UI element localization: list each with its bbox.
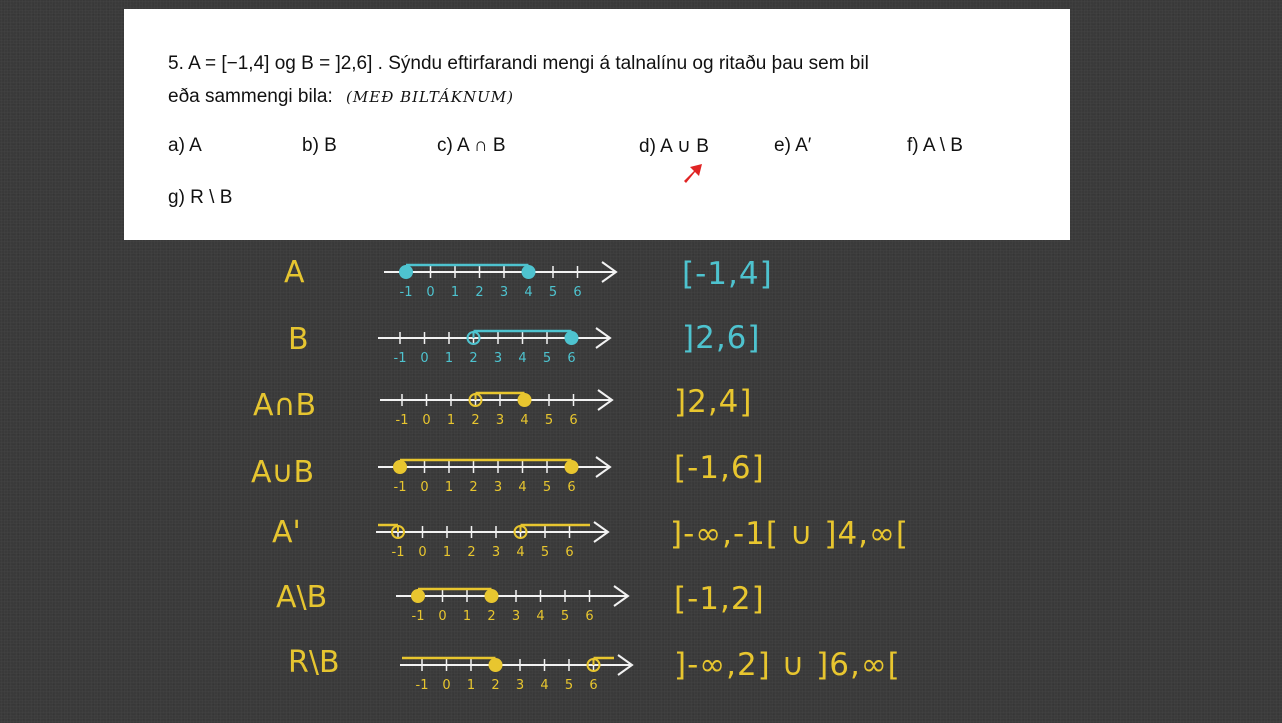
part-g: g) R \ B xyxy=(168,187,233,208)
part-c: c) A ∩ B xyxy=(437,135,506,156)
tick-label: 0 xyxy=(442,678,451,693)
row-label-a: A xyxy=(284,255,305,290)
tick-label: 1 xyxy=(462,609,472,624)
tick-label: 5 xyxy=(542,351,552,366)
tick-label: 0 xyxy=(420,351,429,366)
tick-label: 4 xyxy=(518,480,527,495)
tick-label: -1 xyxy=(399,285,413,300)
row-label-complement: A' xyxy=(272,515,301,550)
interval-a: [-1,4] xyxy=(682,256,773,292)
interval-difference: [-1,2] xyxy=(674,581,765,617)
number-line-intersection xyxy=(380,380,640,430)
number-line-difference xyxy=(396,576,656,626)
row-label-intersection: A∩B xyxy=(253,388,317,423)
red-arrow-icon xyxy=(680,161,704,185)
tick-label: 2 xyxy=(469,351,478,366)
tick-label: 2 xyxy=(491,678,500,693)
tick-label: 2 xyxy=(467,545,476,560)
tick-label: 5 xyxy=(564,678,574,693)
part-f: f) A \ B xyxy=(907,135,963,156)
part-a: a) A xyxy=(168,135,202,156)
tick-label: 6 xyxy=(589,678,598,693)
tick-label: 0 xyxy=(422,413,431,428)
tick-label: 6 xyxy=(565,545,574,560)
tick-label: -1 xyxy=(415,678,429,693)
tick-label: 5 xyxy=(560,609,570,624)
tick-label: 6 xyxy=(569,413,578,428)
tick-label: 0 xyxy=(418,545,427,560)
closed-endpoint xyxy=(566,461,578,473)
tick-label: 2 xyxy=(469,480,478,495)
handwritten-note: (MEÐ BILTÁKNUM) xyxy=(346,88,514,106)
tick-label: 2 xyxy=(487,609,496,624)
tick-label: -1 xyxy=(393,480,407,495)
number-line-a xyxy=(384,252,644,302)
tick-label: 1 xyxy=(446,413,456,428)
row-label-union: A∪B xyxy=(251,455,315,490)
tick-label: -1 xyxy=(393,351,407,366)
tick-label: 4 xyxy=(520,413,529,428)
tick-label: 3 xyxy=(495,413,505,428)
tick-label: 3 xyxy=(493,480,503,495)
tick-label: 6 xyxy=(585,609,594,624)
closed-endpoint xyxy=(412,590,424,602)
interval-complement: ]-∞,-1[ ∪ ]4,∞[ xyxy=(670,516,909,552)
tick-label: 4 xyxy=(536,609,545,624)
number-line-r-minus-b xyxy=(400,645,660,695)
number-line-union xyxy=(378,447,638,497)
tick-label: 0 xyxy=(420,480,429,495)
problem-line-2-text: eða sammengi bila: xyxy=(168,86,333,107)
problem-line-2 xyxy=(168,86,514,108)
tick-label: -1 xyxy=(395,413,409,428)
row-label-b: B xyxy=(288,322,309,357)
tick-label: 5 xyxy=(540,545,550,560)
tick-label: 4 xyxy=(540,678,549,693)
tick-label: 2 xyxy=(471,413,480,428)
tick-label: 4 xyxy=(516,545,525,560)
closed-endpoint xyxy=(566,332,578,344)
closed-endpoint xyxy=(486,590,498,602)
problem-sheet xyxy=(124,9,1070,240)
closed-endpoint xyxy=(394,461,406,473)
tick-label: 1 xyxy=(466,678,476,693)
closed-endpoint xyxy=(400,266,412,278)
row-label-difference: A\B xyxy=(276,580,328,615)
tick-label: 1 xyxy=(444,480,454,495)
tick-label: 0 xyxy=(438,609,447,624)
part-b: b) B xyxy=(302,135,337,156)
tick-label: 4 xyxy=(524,285,533,300)
tick-label: 3 xyxy=(515,678,525,693)
tick-label: 0 xyxy=(426,285,435,300)
closed-endpoint xyxy=(523,266,535,278)
tick-label: -1 xyxy=(411,609,425,624)
tick-label: 5 xyxy=(544,413,554,428)
tick-label: 5 xyxy=(548,285,558,300)
tick-label: -1 xyxy=(391,545,405,560)
problem-line-1: 5. A = [−1,4] og B = ]2,6] . Sýndu eftirfarandi mengi á talnalínu og ritaðu þau sem bil xyxy=(168,53,869,74)
interval-b: ]2,6] xyxy=(682,320,761,356)
tick-label: 2 xyxy=(475,285,484,300)
tick-label: 3 xyxy=(493,351,503,366)
tick-label: 1 xyxy=(442,545,452,560)
tick-label: 1 xyxy=(450,285,460,300)
part-d: d) A ∪ B xyxy=(639,136,709,157)
closed-endpoint xyxy=(519,394,531,406)
row-label-r-minus-b: R\B xyxy=(288,645,340,680)
tick-label: 3 xyxy=(491,545,501,560)
tick-label: 4 xyxy=(518,351,527,366)
tick-label: 5 xyxy=(542,480,552,495)
tick-label: 6 xyxy=(567,480,576,495)
closed-endpoint xyxy=(490,659,502,671)
interval-r-minus-b: ]-∞,2] ∪ ]6,∞[ xyxy=(674,647,901,683)
tick-label: 6 xyxy=(573,285,582,300)
tick-label: 3 xyxy=(499,285,509,300)
tick-label: 6 xyxy=(567,351,576,366)
interval-intersection: ]2,4] xyxy=(674,384,753,420)
number-line-b xyxy=(378,318,638,368)
part-e: e) A′ xyxy=(774,135,812,156)
tick-label: 1 xyxy=(444,351,454,366)
tick-label: 3 xyxy=(511,609,521,624)
number-line-complement xyxy=(376,512,636,562)
interval-union: [-1,6] xyxy=(674,450,765,486)
